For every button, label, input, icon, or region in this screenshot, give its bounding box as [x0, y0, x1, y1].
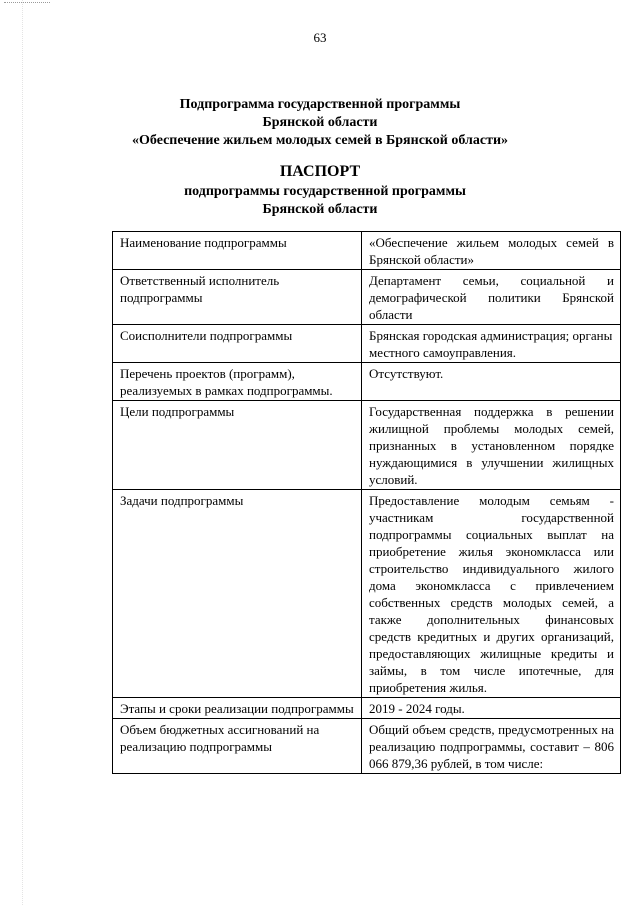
- row-value: Департамент семьи, социальной и демографической политики Брянской области: [362, 270, 621, 325]
- table-row: [113, 232, 621, 270]
- passport-table: [112, 231, 621, 774]
- row-value: Брянская городская администрация; органы местного самоуправления.: [362, 325, 621, 363]
- table-row: [113, 490, 621, 698]
- row-value: «Обеспечение жильем молодых семей в Брянской области»: [362, 232, 621, 270]
- row-label: Цели подпрограммы: [113, 401, 362, 490]
- table-row: [113, 325, 621, 363]
- passport-subtitle-line-1: подпрограммы государственной программы: [184, 184, 466, 199]
- page-number: 63: [313, 30, 327, 45]
- table-row: [113, 719, 621, 774]
- table-row: [113, 363, 621, 401]
- table-row: [113, 698, 621, 719]
- row-value: 2019 - 2024 годы.: [362, 698, 621, 719]
- row-label: Соисполнители подпрограммы: [113, 325, 362, 363]
- passport-subtitle: [0, 183, 640, 219]
- row-label: Задачи подпрограммы: [113, 490, 362, 698]
- heading-line-3: «Обеспечение жильем молодых семей в Брянской области»: [131, 133, 509, 148]
- heading-line-2: Брянской области: [262, 115, 378, 130]
- passport-subtitle-line-2: Брянской области: [262, 202, 378, 217]
- passport-title: ПАСПОРТ: [279, 163, 361, 180]
- row-label: Перечень проектов (программ), реализуемых в рамках подпрограммы.: [113, 363, 362, 401]
- row-label: Объем бюджетных ассигнований на реализацию подпрограммы: [113, 719, 362, 774]
- row-label: Наименование подпрограммы: [113, 232, 362, 270]
- heading-line-1: Подпрограмма государственной программы: [179, 97, 461, 112]
- scan-artifact: [4, 2, 50, 6]
- row-value: Общий объем средств, предусмотренных на реализацию подпрограммы, составит – 806 066 879,36 рублей, в том числе:: [362, 719, 621, 774]
- row-value: Государственная поддержка в решении жилищной проблемы молодых семей, признанных в установленном порядке нуждающимися в улучшении жилищных условий.: [362, 401, 621, 490]
- row-label: Ответственный исполнитель подпрограммы: [113, 270, 362, 325]
- table-row: [113, 401, 621, 490]
- row-label: Этапы и сроки реализации подпрограммы: [113, 698, 362, 719]
- row-value: Предоставление молодым семьям - участникам государственной подпрограммы социальных выплат на приобретение жилья экономкласса или строительство индивидуального жилого дома экономкласса с привлечением собственных средств молодых семей, а также дополнительных финансовых средств кредитных и других организаций, предоставляющих жилищные кредиты и займы, в том числе ипотечные, для приобретения жилья.: [362, 490, 621, 698]
- table-row: [113, 270, 621, 325]
- row-value: Отсутствуют.: [362, 363, 621, 401]
- subprogram-heading: [0, 96, 640, 150]
